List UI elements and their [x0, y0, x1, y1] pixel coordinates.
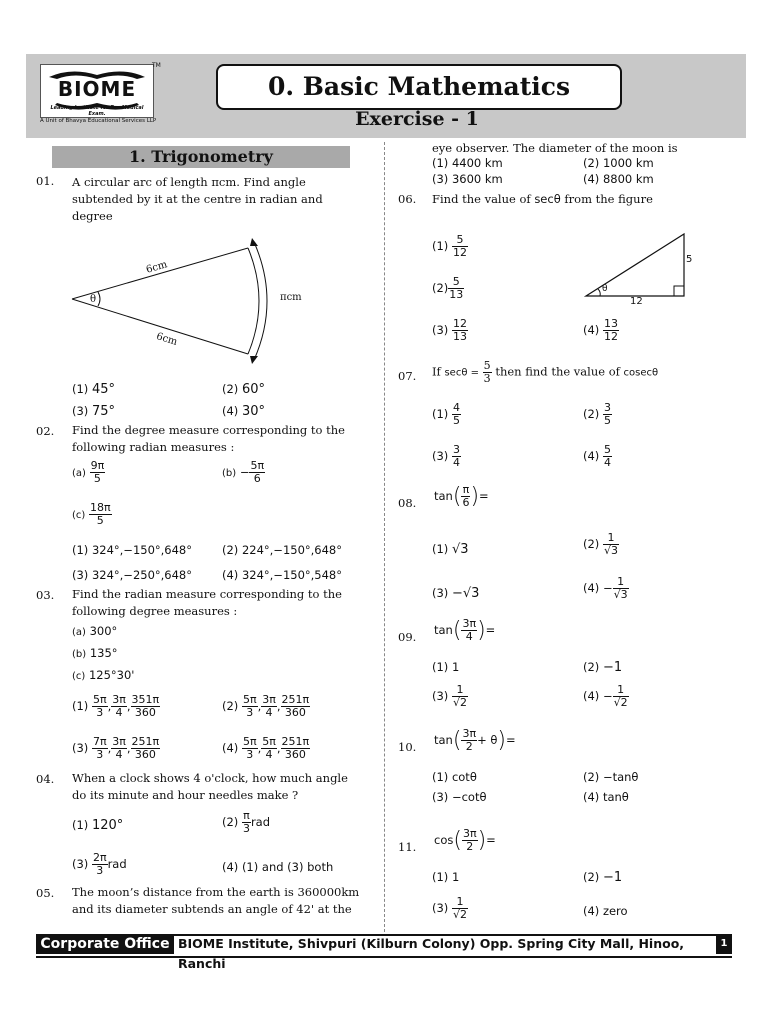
option: (4) (1) and (3) both [222, 860, 334, 874]
figure-label: 6cm [144, 259, 169, 276]
question-number: 04. [36, 772, 55, 786]
option: (4) 324°,−150°,548° [222, 568, 342, 582]
section-title: 1. Trigonometry [52, 146, 350, 168]
question-text: tan( $\frac{3\pi}{2}$ + θ)= [434, 727, 516, 753]
question-text: When a clock shows 4 o'clock, how much angle do its minute and hour needles make ? [72, 771, 348, 802]
option: (3) $\frac{1}{√2}$ [432, 683, 467, 709]
option: (3) −cotθ [432, 790, 487, 804]
question-number: 02. [36, 424, 55, 438]
option: (1) cotθ [432, 770, 477, 784]
option: (2) 1000 km [583, 156, 654, 170]
option: (4) − $\frac{1}{√3}$ [583, 575, 628, 601]
question-text: tan( $\frac{3\pi}{4}$ )= [434, 617, 496, 643]
sector-figure [66, 236, 286, 366]
option: (c) $\frac{18\pi}{5}$ [72, 501, 111, 527]
footer-address: BIOME Institute, Shivpuri (Kilburn Colony) Opp. Spring City Mall, Hinoo, Ranchi [178, 936, 685, 971]
question-text: eye observer. The diameter of the moon is [432, 141, 678, 155]
option: (2) $\frac{1}{√3}$ [583, 531, 618, 557]
option: (4) $\frac{13}{12}$ [583, 317, 618, 343]
option: (4) tanθ [583, 790, 629, 804]
option: (3) $\frac{3}{4}$ [432, 443, 460, 469]
question-number: 09. [398, 630, 417, 644]
question-text: Find the degree measure corresponding to the following radian measures : [72, 423, 345, 454]
question-number: 05. [36, 886, 55, 900]
option: (4) $\frac{5}{4}$ [583, 443, 611, 469]
option: (2) −1 [583, 660, 623, 675]
column-divider [384, 142, 385, 932]
question-number: 08. [398, 496, 417, 510]
option: (2) $\frac{\pi}{3}$ rad [222, 809, 271, 835]
figure-label: 12 [630, 296, 643, 307]
option: (1) 1 [432, 870, 460, 884]
option: (3) $\frac{2\pi}{3}$ rad [72, 851, 127, 877]
question-text: Find the value of secθ from the figure [432, 192, 653, 206]
option: (b) 135° [72, 646, 118, 660]
option: (3) $\frac{7\pi}{3}$ , $\frac{3\pi}{4}$ , $\frac{251\pi}{360}$ [72, 735, 160, 761]
option: (3) 75° [72, 404, 115, 419]
triangle-figure [584, 232, 694, 302]
question-number: 03. [36, 588, 55, 602]
option: (2) $\frac{5}{13}$ [432, 275, 464, 301]
option: (4) − $\frac{1}{√2}$ [583, 683, 628, 709]
option: (2) 224°,−150°,648° [222, 543, 342, 557]
logo-tm: TM [152, 62, 161, 69]
option: (1) $\frac{5}{12}$ [432, 233, 467, 259]
option: (3) 3600 km [432, 172, 503, 186]
option: (2) −tanθ [583, 770, 639, 784]
option: (3) 324°,−250°,648° [72, 568, 192, 582]
option: (3) −√3 [432, 586, 480, 601]
option: (4) 30° [222, 404, 265, 419]
option: (2) −1 [583, 870, 623, 885]
option: (a) $\frac{9\pi}{5}$ [72, 459, 105, 485]
figure-label: 6cm [154, 331, 179, 348]
logo-text: BIOME [57, 77, 137, 101]
option: (2) $\frac{5\pi}{3}$ , $\frac{3\pi}{4}$ , $\frac{251\pi}{360}$ [222, 693, 310, 719]
option: (c) 125°30' [72, 668, 135, 682]
option: (2) $\frac{3}{5}$ [583, 401, 611, 427]
option: (4) 8800 km [583, 172, 654, 186]
logo [40, 64, 154, 118]
question-number: 07. [398, 369, 417, 383]
option: (4) zero [583, 904, 628, 918]
question-number: 01. [36, 174, 55, 188]
page-title: 0. Basic Mathematics [216, 64, 622, 110]
page-number: 1 [716, 934, 732, 954]
figure-label: θ [90, 294, 97, 305]
logo-sub: A Unit of Bhavya Educational Services LLP [40, 118, 157, 124]
option: (1) 45° [72, 382, 115, 397]
question-number: 06. [398, 192, 417, 206]
footer-label: Corporate Office [36, 934, 174, 954]
question-text: tan( $\frac{\pi}{6}$ )= [434, 483, 489, 509]
question-text: If secθ = $\frac{5}{3}$ then find the value of cosecθ [432, 359, 659, 385]
exercise-label: Exercise - 1 [355, 108, 479, 130]
option: (1) 120° [72, 818, 124, 833]
question-number: 10. [398, 740, 417, 754]
figure-label: πcm [280, 292, 302, 303]
option: (a) 300° [72, 624, 118, 638]
option: (1) 1 [432, 660, 460, 674]
question-text: cos( $\frac{3\pi}{2}$ )= [434, 827, 496, 853]
figure-label: 5 [686, 254, 693, 265]
option: (1) $\frac{5\pi}{3}$ , $\frac{3\pi}{4}$ , $\frac{351\pi}{360}$ [72, 693, 160, 719]
option: (3) $\frac{1}{√2}$ [432, 895, 467, 921]
option: (1) 324°,−150°,648° [72, 543, 192, 557]
option: (3) $\frac{12}{13}$ [432, 317, 467, 343]
option: (b) − $\frac{5\pi}{6}$ [222, 459, 265, 485]
option: (1) 4400 km [432, 156, 503, 170]
question-text: Find the radian measure corresponding to the following degree measures : [72, 587, 342, 618]
question-text: A circular arc of length πcm. Find angle subtended by it at the centre in radian and degree [72, 175, 323, 223]
question-number: 11. [398, 840, 417, 854]
option: (1) $\frac{4}{5}$ [432, 401, 460, 427]
option: (4) $\frac{5\pi}{3}$ , $\frac{5\pi}{4}$ , $\frac{251\pi}{360}$ [222, 735, 310, 761]
logo-tagline: Leading Institute for Pre-Medical Exam. [50, 105, 144, 117]
option: (1) √3 [432, 542, 469, 557]
figure-label: θ [602, 284, 608, 294]
option: (2) 60° [222, 382, 265, 397]
question-text: The moon’s distance from the earth is 360000km and its diameter subtends an angle of 42' at the [72, 885, 360, 916]
